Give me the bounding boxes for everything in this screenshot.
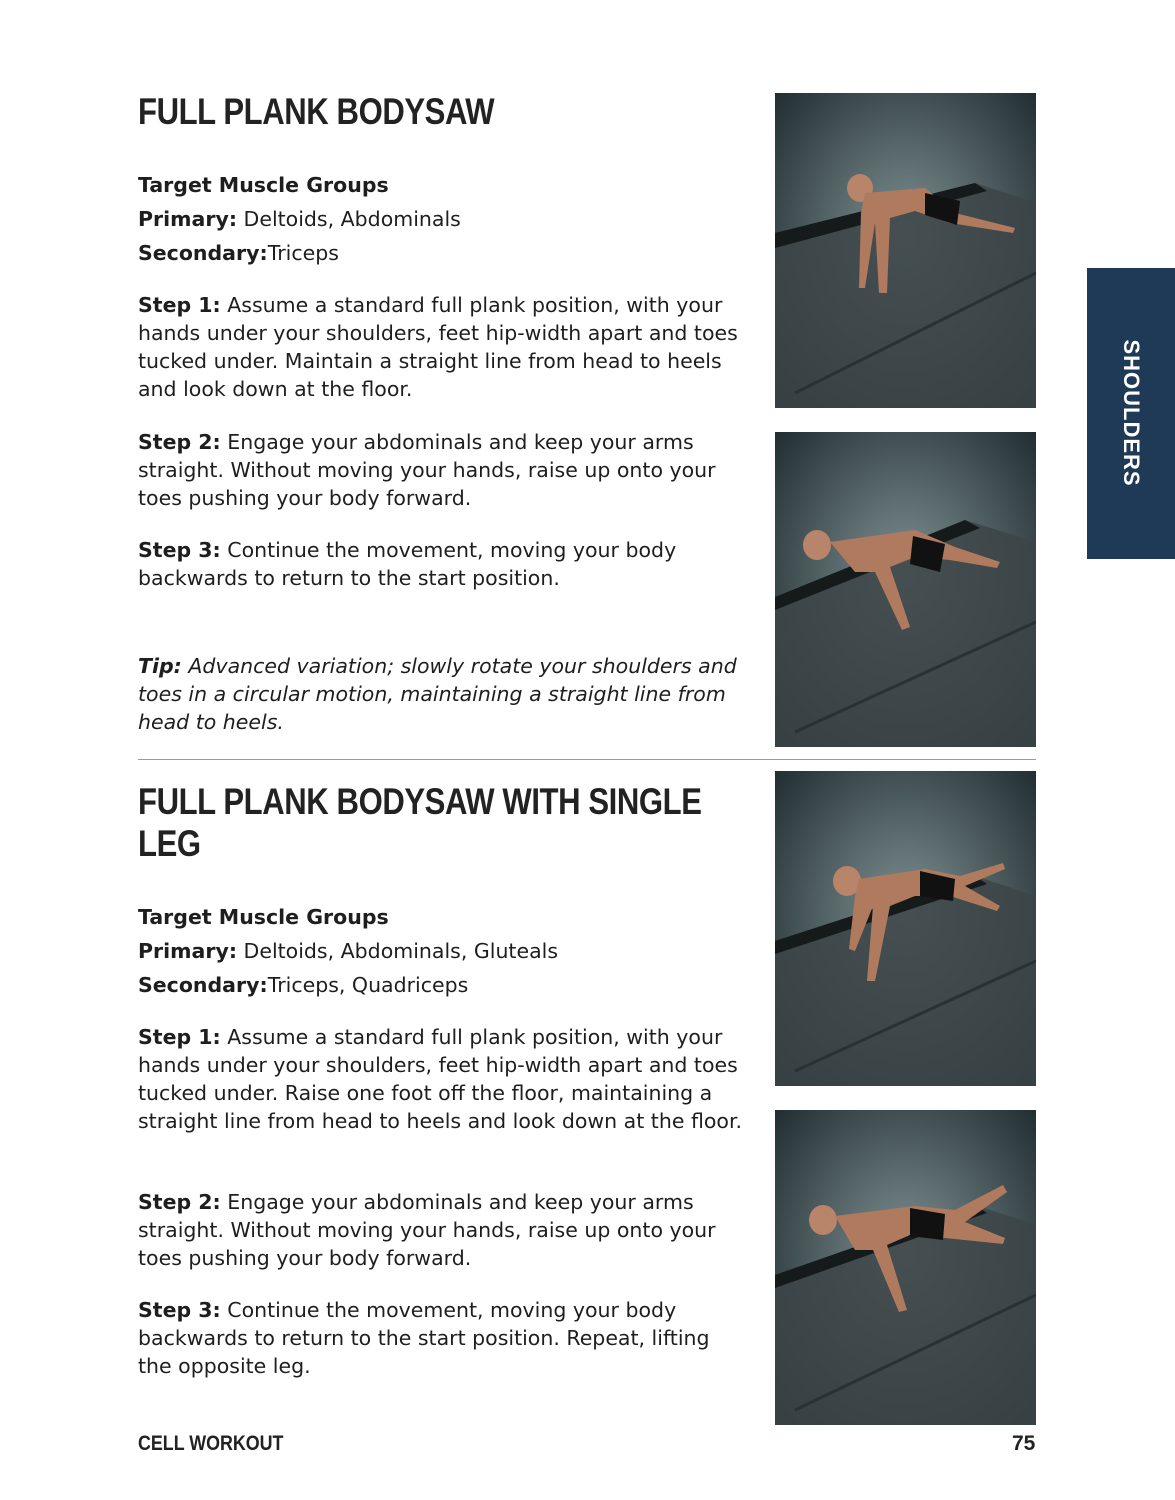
exercise-1-step-2: Step 2: Engage your abdominals and keep your arms straight. Without moving your hands, raise up onto your toes pushing your body forward. [138,430,716,510]
exercise-1-muscle-groups [138,168,748,270]
secondary-value: Triceps, Quadriceps [267,973,469,997]
target-heading: Target Muscle Groups [138,173,389,197]
primary-label: Primary: [138,939,238,963]
secondary-label: Secondary: [138,973,268,997]
section-divider [138,759,1036,760]
exercise-2-title: FULL PLANK BODYSAW WITH SINGLE LEG [138,781,702,864]
section-tab [1087,268,1175,559]
target-heading: Target Muscle Groups [138,905,389,929]
exercise-1-title: FULL PLANK BODYSAW [138,91,495,132]
exercise-1-photo-forward [775,432,1036,747]
exercise-2-step-3: Step 3: Continue the movement, moving your body backwards to return to the start position. Repeat, lifting the opposite leg. [138,1298,710,1378]
footer-book-title: CELL WORKOUT [138,1432,284,1455]
exercise-1-tip: Tip: Advanced variation; slowly rotate your shoulders and toes in a circular motion, maintaining a straight line from head to heels. [138,654,737,734]
exercise-1-step-1: Step 1: Assume a standard full plank position, with your hands under your shoulders, feet hip-width apart and toes tucked under. Maintain a straight line from head to heels and look down at the floor. [138,293,738,401]
exercise-2-photo-start [775,771,1036,1086]
exercise-2-step-2: Step 2: Engage your abdominals and keep your arms straight. Without moving your hands, raise up onto your toes pushing your body forward. [138,1190,716,1270]
exercise-1-step-3: Step 3: Continue the movement, moving your body backwards to return to the start position. [138,538,677,590]
secondary-value: Triceps [267,241,339,265]
exercise-2-muscle-groups [138,900,748,1002]
section-tab-label: SHOULDERS [1119,339,1144,487]
exercise-2-step-1: Step 1: Assume a standard full plank position, with your hands under your shoulders, feet hip-width apart and toes tucked under. Raise one foot off the floor, maintaining a straight line from head to heels and look down at the floor. [138,1025,743,1133]
primary-label: Primary: [138,207,238,231]
page-number: 75 [1012,1432,1036,1455]
secondary-label: Secondary: [138,241,268,265]
primary-value: Deltoids, Abdominals [237,207,461,231]
primary-value: Deltoids, Abdominals, Gluteals [237,939,559,963]
exercise-2-photo-forward [775,1110,1036,1425]
exercise-1-photo-start [775,93,1036,408]
